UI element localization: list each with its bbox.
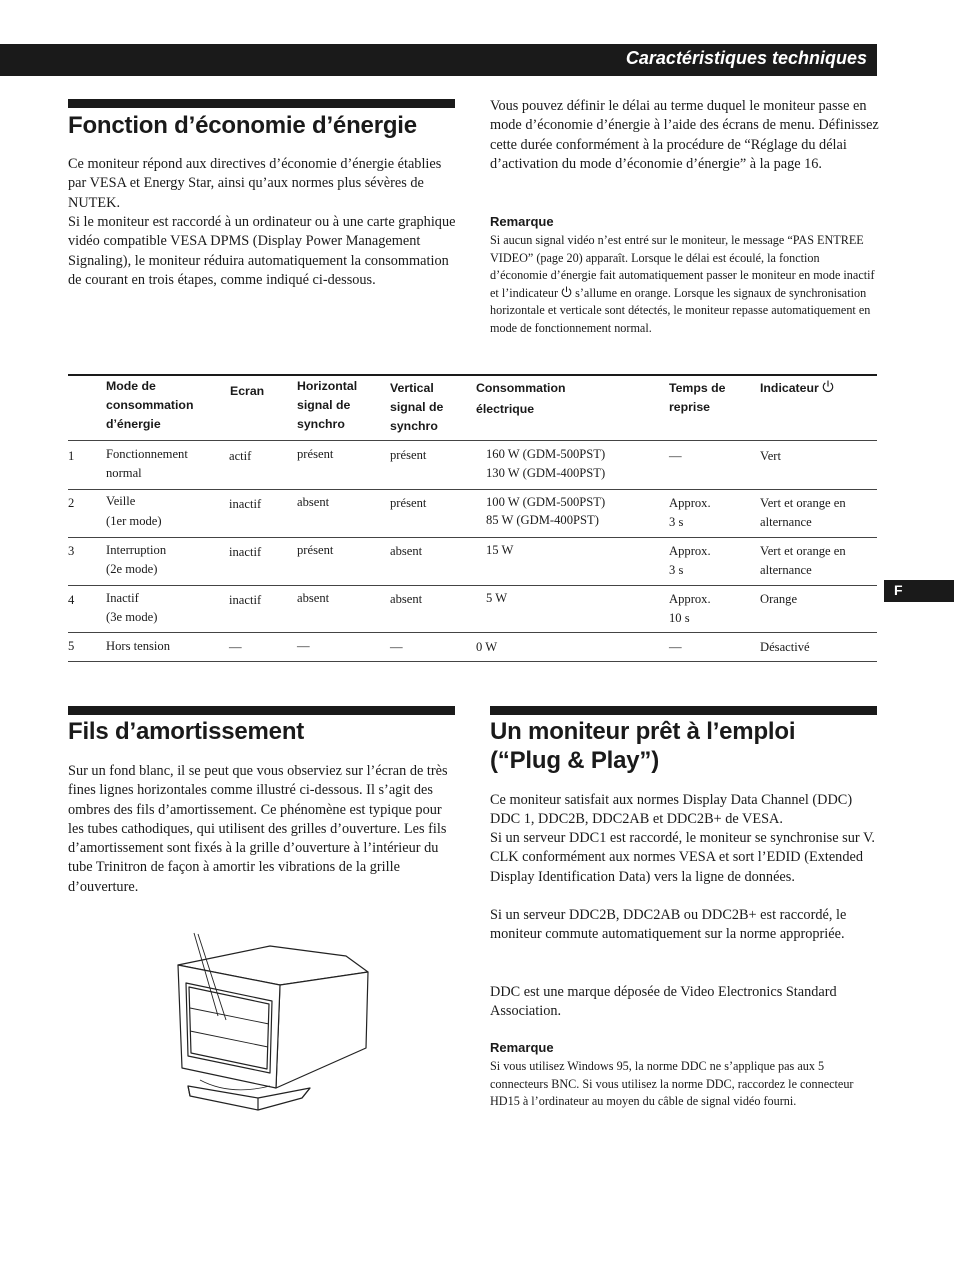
- th-ecran: Ecran: [230, 384, 265, 398]
- row-temps: Approx.: [669, 592, 711, 606]
- section-rule: [490, 706, 877, 715]
- row-vsync: absent: [390, 592, 423, 606]
- table-top-rule: [68, 374, 877, 376]
- table-divider: [68, 440, 877, 441]
- row-ecran: —: [229, 640, 242, 654]
- row-number: 5: [68, 639, 75, 653]
- header-title: Caractéristiques techniques: [625, 48, 867, 68]
- energy-paragraph-2: Si le moniteur est raccordé à un ordinateur ou à une carte graphique vidéo compatible VESA DPMS (Display Power Management Signaling), le moniteur réduira automatiquement la consommation de courant en trois étapes, comme indiqué ci-dessous.: [68, 214, 456, 288]
- monitor-illustration: [170, 928, 370, 1128]
- row-conso: 130 W (GDM-400PST): [486, 466, 606, 480]
- row-mode: Interruption: [106, 543, 167, 557]
- row-mode: Inactif: [106, 591, 139, 605]
- row-ecran: inactif: [229, 497, 262, 511]
- energy-right-paragraph: Vous pouvez définir le délai au terme duquel le moniteur passe en mode d’économie d’énergie à l’aide des écrans de menu. Définissez cette durée conformément à la procédure de “Réglage du délai d’activation du mode d’économie d’énergie” à la page 16.: [490, 98, 879, 172]
- energy-paragraph-1: Ce moniteur répond aux directives d’économie d’énergie établies par VESA et Energy Star, ainsi qu’aux normes plus sévères de NUTEK.: [68, 156, 442, 211]
- row-temps-detail: 3 s: [669, 515, 684, 529]
- section-rule: [68, 99, 455, 108]
- row-number: 4: [68, 593, 75, 607]
- table-divider: [68, 632, 877, 633]
- row-conso: 85 W (GDM-400PST): [486, 513, 599, 527]
- th-mode: Mode de consommation d’énergie: [106, 379, 194, 431]
- row-hsync: présent: [297, 447, 334, 461]
- side-tab: [884, 580, 954, 602]
- row-indicateur: Vert: [760, 449, 781, 463]
- row-ecran: inactif: [229, 593, 262, 607]
- row-mode: Veille: [106, 494, 136, 508]
- plugplay-title-line-1: Un moniteur prêt à l’emploi: [490, 718, 796, 745]
- plugplay-title-line-2: (“Plug & Play”): [490, 747, 660, 774]
- damper-paragraph: Sur un fond blanc, il se peut que vous observiez sur l’écran de très fines lignes horizontales comme illustré ci-dessous. Il s’agit des ombres des fils d’amortissement. Ce phénomène est typique pour les tubes cathodiques, qui utilisent des grilles d’ouverture. Les fils d’amortissement sont fixés à la grille d’ouverture à l’intérieur du tube Trinitron de façon à amortir les vibrations de la grille d’ouverture.: [68, 763, 448, 895]
- plugplay-note: Si vous utilisez Windows 95, la norme DDC ne s’applique pas aux 5 connecteurs BNC. Si vous utilisez la norme DDC, raccordez le connecteur HD15 à l’ordinateur au moyen du câble de signal vidéo fourni.: [490, 1059, 854, 1109]
- row-hsync: —: [297, 639, 310, 653]
- row-ecran: inactif: [229, 545, 262, 559]
- section-title-damper: Fils d’amortissement: [68, 718, 305, 745]
- table-bottom-rule: [68, 661, 877, 662]
- row-indicateur: Orange: [760, 592, 798, 606]
- plugplay-trademark: DDC est une marque déposée de Video Electronics Standard Association.: [490, 984, 837, 1020]
- row-mode: Hors tension: [106, 639, 171, 653]
- row-mode-detail: (3e mode): [106, 610, 158, 624]
- table-divider: [68, 585, 877, 586]
- row-mode: Fonctionnement normal: [106, 447, 188, 480]
- row-number: 2: [68, 496, 75, 510]
- section-rule: [68, 706, 455, 715]
- energy-note-part-a: Si aucun signal vidéo n’est entré sur le moniteur, le message “PAS ENTREE VIDEO” (page 20) apparaît. Lorsque le délai est écoulé, la fonction d’économie d’énergie fait automatiquement passer le moniteur en mode inactif et l’indicateur: [490, 233, 875, 300]
- th-temps: Temps de reprise: [669, 381, 726, 414]
- th-indicateur: [760, 379, 870, 398]
- th-indicateur-label: Indicateur: [760, 381, 819, 395]
- row-conso: 160 W (GDM-500PST): [486, 447, 606, 461]
- row-ecran: actif: [229, 449, 252, 463]
- row-temps: Approx.: [669, 496, 711, 510]
- row-indicateur: Désactivé: [760, 640, 810, 654]
- plugplay-paragraph-1: Ce moniteur satisfait aux normes Display Data Channel (DDC) DDC 1, DDC2B, DDC2AB et DDC2B+ de VESA.: [490, 792, 853, 828]
- row-mode-detail: (1er mode): [106, 514, 162, 528]
- row-indicateur: Vert et orange en alternance: [760, 544, 846, 577]
- section-title-energy: Fonction d’économie d’énergie: [68, 112, 417, 139]
- row-conso: 15 W: [486, 543, 514, 557]
- th-vsync: Vertical signal de synchro: [390, 381, 444, 433]
- row-vsync: —: [390, 640, 403, 654]
- row-vsync: absent: [390, 544, 423, 558]
- table-divider: [68, 489, 877, 490]
- row-number: 3: [68, 544, 75, 558]
- row-mode-detail: (2e mode): [106, 562, 158, 576]
- side-tab-label: F: [894, 582, 903, 598]
- row-conso: 0 W: [476, 640, 498, 654]
- row-number: 1: [68, 449, 75, 463]
- note-title: Remarque: [490, 214, 554, 229]
- row-temps-detail: 10 s: [669, 611, 690, 625]
- plugplay-paragraph-2: Si un serveur DDC1 est raccordé, le moniteur se synchronise sur V. CLK conformément aux normes VESA et sort l’EDID (Extended Display Identification Data) vers la ligne de données.: [490, 830, 876, 885]
- header-bar: [0, 44, 877, 76]
- row-conso: 100 W (GDM-500PST): [486, 495, 606, 509]
- row-temps: —: [669, 449, 682, 463]
- row-hsync: absent: [297, 591, 330, 605]
- table-divider: [68, 537, 877, 538]
- row-indicateur: Vert et orange en alternance: [760, 496, 846, 529]
- row-vsync: présent: [390, 448, 427, 462]
- power-icon: [822, 380, 834, 393]
- energy-note-part-b: s’allume en orange. Lorsque les signaux de synchronisation horizontale et verticale sont détectés, le moniteur repasse automatiquement en mode de fonctionnement normal.: [490, 285, 871, 335]
- row-temps: —: [669, 640, 682, 654]
- power-icon: [561, 286, 572, 298]
- row-hsync: présent: [297, 543, 334, 557]
- row-conso: 5 W: [486, 591, 508, 605]
- row-hsync: absent: [297, 495, 330, 509]
- row-vsync: présent: [390, 496, 427, 510]
- plugplay-paragraph-3: Si un serveur DDC2B, DDC2AB ou DDC2B+ est raccordé, le moniteur commute automatiquement sur la norme appropriée.: [490, 907, 847, 943]
- energy-note: [490, 232, 880, 338]
- th-hsync: Horizontal signal de synchro: [297, 379, 358, 431]
- section-title-plugplay: [490, 717, 880, 775]
- note-title: Remarque: [490, 1040, 554, 1055]
- row-temps-detail: 3 s: [669, 563, 684, 577]
- row-temps: Approx.: [669, 544, 711, 558]
- th-conso: Consommation électrique: [476, 381, 566, 416]
